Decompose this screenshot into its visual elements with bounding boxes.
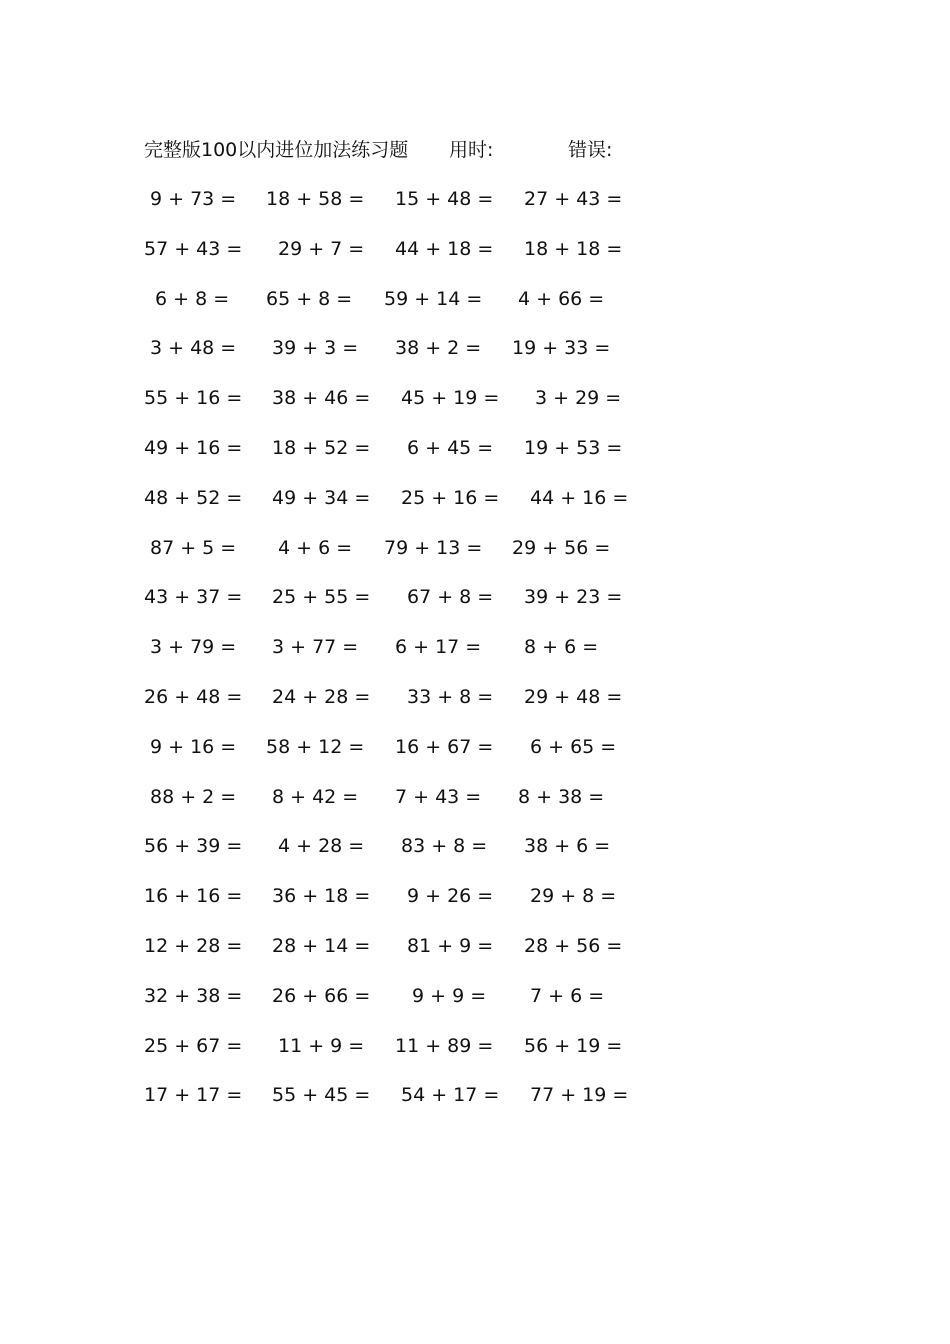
addition-problem: 44 + 18 = (395, 237, 494, 260)
addition-problem: 26 + 48 = (144, 685, 243, 708)
problem-row (0, 783, 950, 833)
addition-problem: 26 + 66 = (272, 984, 371, 1007)
addition-problem: 7 + 43 = (395, 785, 482, 808)
addition-problem: 79 + 13 = (384, 536, 483, 559)
addition-problem: 27 + 43 = (524, 188, 623, 210)
addition-problem: 58 + 12 = (266, 735, 365, 758)
addition-problem: 38 + 6 = (524, 835, 611, 858)
addition-problem: 12 + 28 = (144, 934, 243, 957)
problem-row (0, 683, 950, 733)
addition-problem: 16 + 67 = (395, 735, 494, 758)
time-label: 用时: (449, 139, 494, 161)
addition-problem: 16 + 16 = (144, 885, 243, 908)
addition-problem: 43 + 37 = (144, 586, 243, 609)
addition-problem: 29 + 48 = (524, 685, 623, 708)
addition-problem: 18 + 58 = (266, 188, 365, 210)
addition-problem: 19 + 53 = (524, 436, 623, 459)
addition-problem: 11 + 89 = (395, 1034, 494, 1057)
addition-problem: 8 + 42 = (272, 785, 359, 808)
worksheet-title: 完整版100以内进位加法练习题 (144, 139, 409, 161)
addition-problem: 9 + 73 = (150, 188, 237, 210)
addition-problem: 57 + 43 = (144, 237, 243, 260)
addition-problem: 6 + 8 = (155, 287, 230, 310)
addition-problem: 4 + 66 = (518, 287, 605, 310)
addition-problem: 38 + 2 = (395, 337, 482, 360)
addition-problem: 38 + 46 = (272, 387, 371, 410)
addition-problem: 56 + 39 = (144, 835, 243, 858)
addition-problem: 77 + 19 = (530, 1084, 629, 1107)
problem-grid (0, 185, 950, 1131)
addition-problem: 9 + 9 = (412, 984, 487, 1007)
addition-problem: 3 + 48 = (150, 337, 237, 360)
addition-problem: 8 + 38 = (518, 785, 605, 808)
addition-problem: 28 + 56 = (524, 934, 623, 957)
problem-row (0, 484, 950, 534)
addition-problem: 44 + 16 = (530, 486, 629, 509)
addition-problem: 88 + 2 = (150, 785, 237, 808)
addition-problem: 3 + 77 = (272, 636, 359, 659)
addition-problem: 4 + 6 = (278, 536, 353, 559)
addition-problem: 25 + 67 = (144, 1034, 243, 1057)
addition-problem: 25 + 55 = (272, 586, 371, 609)
problem-row (0, 384, 950, 434)
addition-problem: 11 + 9 = (278, 1034, 365, 1057)
problem-row (0, 285, 950, 335)
addition-problem: 8 + 6 = (524, 636, 599, 659)
addition-problem: 39 + 3 = (272, 337, 359, 360)
addition-problem: 24 + 28 = (272, 685, 371, 708)
addition-problem: 56 + 19 = (524, 1034, 623, 1057)
problem-row (0, 633, 950, 683)
addition-problem: 6 + 17 = (395, 636, 482, 659)
addition-problem: 29 + 7 = (278, 237, 365, 260)
addition-problem: 15 + 48 = (395, 188, 494, 210)
addition-problem: 6 + 45 = (407, 436, 494, 459)
addition-problem: 87 + 5 = (150, 536, 237, 559)
addition-problem: 81 + 9 = (407, 934, 494, 957)
worksheet-header (0, 137, 950, 163)
addition-problem: 55 + 45 = (272, 1084, 371, 1107)
problem-row (0, 733, 950, 783)
addition-problem: 18 + 52 = (272, 436, 371, 459)
addition-problem: 9 + 16 = (150, 735, 237, 758)
problem-row (0, 534, 950, 584)
addition-problem: 25 + 16 = (401, 486, 500, 509)
addition-problem: 54 + 17 = (401, 1084, 500, 1107)
addition-problem: 39 + 23 = (524, 586, 623, 609)
problem-row (0, 583, 950, 633)
problem-row (0, 982, 950, 1032)
addition-problem: 59 + 14 = (384, 287, 483, 310)
problem-row (0, 1032, 950, 1082)
addition-problem: 48 + 52 = (144, 486, 243, 509)
addition-problem: 29 + 8 = (530, 885, 617, 908)
problem-row (0, 1081, 950, 1131)
errors-label: 错误: (568, 139, 613, 161)
problem-row (0, 932, 950, 982)
problem-row (0, 334, 950, 384)
addition-problem: 36 + 18 = (272, 885, 371, 908)
problem-row (0, 185, 950, 235)
addition-problem: 9 + 26 = (407, 885, 494, 908)
problem-row (0, 434, 950, 484)
addition-problem: 65 + 8 = (266, 287, 353, 310)
addition-problem: 7 + 6 = (530, 984, 605, 1007)
addition-problem: 19 + 33 = (512, 337, 611, 360)
addition-problem: 49 + 34 = (272, 486, 371, 509)
addition-problem: 29 + 56 = (512, 536, 611, 559)
addition-problem: 49 + 16 = (144, 436, 243, 459)
problem-row (0, 882, 950, 932)
addition-problem: 6 + 65 = (530, 735, 617, 758)
addition-problem: 67 + 8 = (407, 586, 494, 609)
addition-problem: 45 + 19 = (401, 387, 500, 410)
problem-row (0, 832, 950, 882)
addition-problem: 28 + 14 = (272, 934, 371, 957)
addition-problem: 33 + 8 = (407, 685, 494, 708)
addition-problem: 17 + 17 = (144, 1084, 243, 1107)
addition-problem: 83 + 8 = (401, 835, 488, 858)
addition-problem: 55 + 16 = (144, 387, 243, 410)
addition-problem: 18 + 18 = (524, 237, 623, 260)
addition-problem: 3 + 29 = (535, 387, 622, 410)
addition-problem: 4 + 28 = (278, 835, 365, 858)
addition-problem: 32 + 38 = (144, 984, 243, 1007)
problem-row (0, 235, 950, 285)
addition-problem: 3 + 79 = (150, 636, 237, 659)
